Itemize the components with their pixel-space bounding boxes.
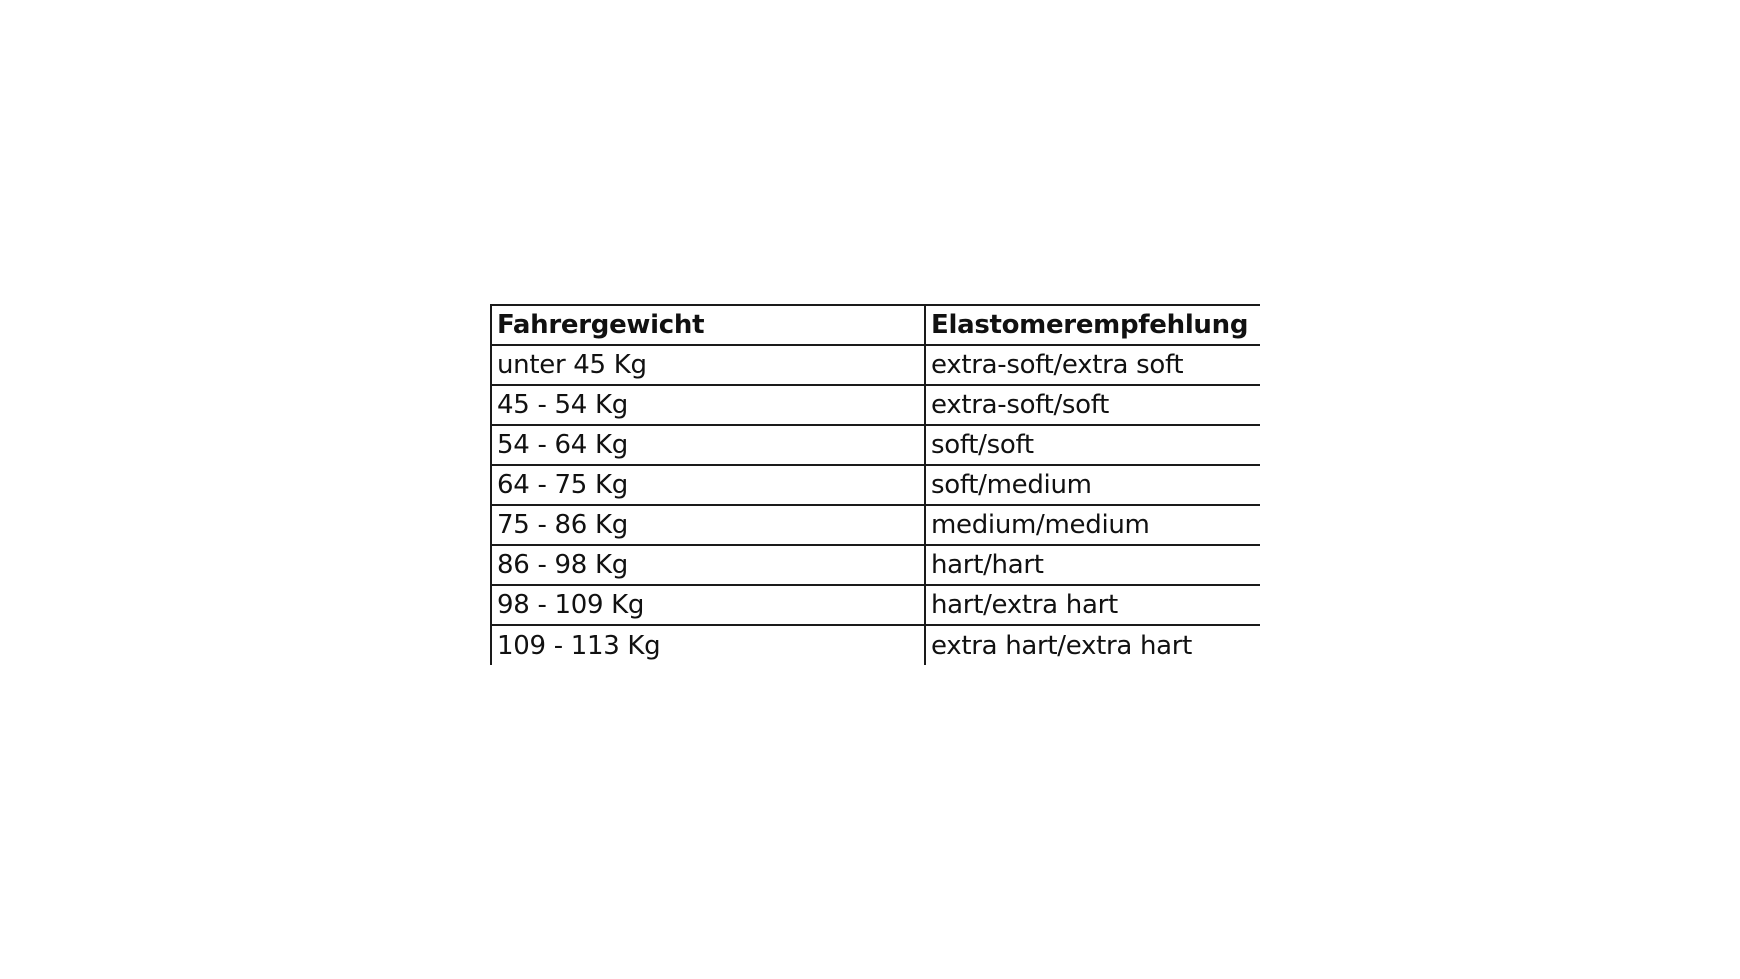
cell-elastomer: medium/medium — [925, 505, 1260, 545]
table-row — [491, 505, 1260, 545]
cell-elastomer: soft/soft — [925, 425, 1260, 465]
cell-rider-weight: 86 - 98 Kg — [491, 545, 925, 585]
cell-rider-weight: 45 - 54 Kg — [491, 385, 925, 425]
cell-elastomer: hart/extra hart — [925, 585, 1260, 625]
table-row — [491, 385, 1260, 425]
table-row — [491, 345, 1260, 385]
table-container — [490, 304, 1260, 678]
cell-elastomer: soft/medium — [925, 465, 1260, 505]
table-row — [491, 585, 1260, 625]
table-header-row — [491, 305, 1260, 345]
cell-elastomer: hart/hart — [925, 545, 1260, 585]
cell-rider-weight: 64 - 75 Kg — [491, 465, 925, 505]
table-row — [491, 625, 1260, 665]
cell-rider-weight: 75 - 86 Kg — [491, 505, 925, 545]
cell-elastomer: extra-soft/extra soft — [925, 345, 1260, 385]
cell-elastomer: extra hart/extra hart — [925, 625, 1260, 665]
table-row — [491, 425, 1260, 465]
cell-rider-weight: 98 - 109 Kg — [491, 585, 925, 625]
cell-rider-weight: 54 - 64 Kg — [491, 425, 925, 465]
table-row — [491, 545, 1260, 585]
header-rider-weight: Fahrergewicht — [491, 305, 925, 345]
header-elastomer-recommendation: Elastomerempfehlung — [925, 305, 1260, 345]
table-row — [491, 465, 1260, 505]
elastomer-recommendation-table — [490, 304, 1260, 665]
cell-rider-weight: unter 45 Kg — [491, 345, 925, 385]
cell-rider-weight: 109 - 113 Kg — [491, 625, 925, 665]
cell-elastomer: extra-soft/soft — [925, 385, 1260, 425]
